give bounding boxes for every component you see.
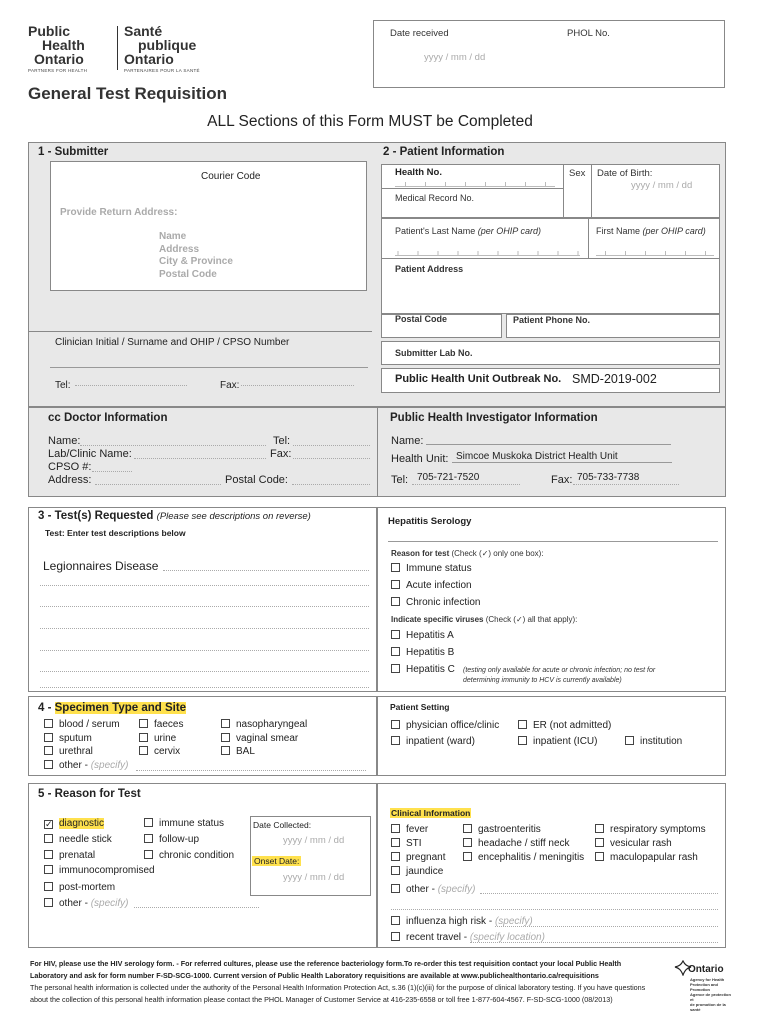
checkbox-icon[interactable] — [144, 834, 153, 843]
cc-postal-label: Postal Code: — [225, 474, 288, 486]
specimen-nasopharyngeal[interactable]: nasopharyngeal — [221, 718, 307, 732]
specimen-vaginal[interactable]: vaginal smear — [221, 732, 307, 746]
clinical-other[interactable]: other - (specify) — [391, 884, 475, 895]
reason-other-input[interactable] — [134, 897, 259, 908]
cc-tel-label: Tel: — [273, 435, 291, 447]
courier-code-label: Courier Code — [201, 171, 261, 182]
test-entry-2[interactable] — [40, 575, 369, 586]
inv-unit-value[interactable]: Simcoe Muskoka District Health Unit — [456, 451, 618, 462]
investigator-header: Public Health Investigator Information — [390, 412, 598, 424]
health-no-label: Health No. — [395, 167, 442, 178]
clinical-header: Clinical Information — [391, 808, 471, 818]
date-received-input[interactable]: yyyy / mm / dd — [424, 52, 486, 63]
checkbox-icon[interactable] — [44, 882, 53, 891]
checkbox-icon[interactable] — [391, 630, 400, 639]
hep-immune-status[interactable]: Immune status — [391, 563, 472, 574]
checkbox-icon[interactable] — [391, 916, 400, 925]
ontario-wordmark: Ontario — [688, 964, 724, 975]
reason-diagnostic[interactable]: ✓ diagnostic — [45, 818, 105, 829]
clinical-col2 — [463, 823, 584, 865]
submitter-address-box[interactable] — [50, 161, 367, 291]
checkbox-icon[interactable] — [463, 824, 472, 833]
reason-immune-status[interactable]: immune status — [144, 818, 224, 829]
cc-address-input[interactable] — [95, 474, 221, 485]
onset-date-label: Onset Date: — [254, 856, 300, 866]
checkbox-icon[interactable] — [44, 760, 53, 769]
submitter-fax-label: Fax: — [220, 380, 240, 391]
test-entry-7[interactable] — [40, 677, 369, 688]
clinical-flu-input[interactable] — [495, 916, 718, 927]
test-entry-5[interactable] — [40, 640, 369, 651]
checkbox-icon[interactable] — [139, 733, 148, 742]
checkbox-icon[interactable] — [391, 866, 400, 875]
clinician-label: Clinician Initial / Surname and OHIP / CPSO Number — [55, 337, 290, 348]
hep-acute-infection[interactable]: Acute infection — [391, 580, 472, 591]
onset-date-input[interactable]: yyyy / mm / dd — [283, 872, 345, 883]
checkbox-icon[interactable] — [44, 719, 53, 728]
checkbox-icon[interactable] — [144, 818, 153, 827]
inv-tel-label: Tel: — [391, 474, 409, 486]
footer-line2: Laboratory and ask for form number F-SD-SCG-1000. Current version of Public Health Laboratory requisitions are available at www.publichealthontario.ca/requisitions — [30, 971, 599, 980]
clinical-sti[interactable]: STI — [391, 837, 445, 851]
cc-doctor-header: cc Doctor Information — [48, 412, 168, 424]
footer-text — [30, 958, 670, 1006]
setting-physician[interactable]: physician office/clinic — [391, 720, 499, 731]
last-name-label: Patient's Last Name (per OHIP card) — [395, 226, 541, 236]
specimen-urine[interactable]: urine — [139, 732, 183, 746]
return-address-label: Provide Return Address: — [60, 207, 178, 218]
setting-er[interactable]: ER (not admitted) — [518, 720, 611, 731]
setting-ward[interactable]: inpatient (ward) — [391, 736, 475, 747]
reason-post-mortem[interactable]: post-mortem — [44, 882, 115, 893]
cc-name-input[interactable] — [80, 435, 266, 446]
checkbox-icon[interactable] — [518, 736, 527, 745]
clinician-input-line[interactable] — [50, 367, 368, 368]
cc-fax-label: Fax: — [270, 448, 292, 460]
checkbox-icon[interactable] — [391, 664, 400, 673]
hep-chronic-infection[interactable]: Chronic infection — [391, 597, 480, 608]
checkbox-icon[interactable] — [391, 597, 400, 606]
outbreak-label: Public Health Unit Outbreak No. — [395, 373, 562, 385]
checkbox-icon[interactable] — [391, 736, 400, 745]
checked-box-icon[interactable]: ✓ — [45, 819, 53, 829]
logo-tagline-fr: PARTENAIRES POUR LA SANTÉ — [124, 68, 200, 73]
office-use-box — [373, 20, 725, 88]
clinical-col1 — [391, 823, 445, 879]
checkbox-icon[interactable] — [391, 838, 400, 847]
cc-cpso-label: CPSO #: — [48, 461, 92, 473]
checkbox-icon[interactable] — [391, 852, 400, 861]
patient-address-label: Patient Address — [395, 264, 464, 274]
cc-clinic-input[interactable] — [134, 448, 266, 459]
checkbox-icon[interactable] — [144, 850, 153, 859]
checkbox-icon[interactable] — [44, 733, 53, 742]
cc-name-label: Name: — [48, 435, 81, 447]
checkbox-icon[interactable] — [221, 719, 230, 728]
test-entry-1[interactable]: Legionnaires Disease — [43, 559, 159, 573]
reason-immunocompromised[interactable]: immunocompromised — [44, 865, 155, 876]
cc-clinic-label: Lab/Clinic Name: — [48, 448, 132, 460]
checkbox-icon[interactable] — [518, 720, 527, 729]
health-no-input[interactable] — [395, 181, 555, 187]
specimen-other-input[interactable] — [136, 760, 366, 771]
tests-sub: Test: Enter test descriptions below — [45, 528, 186, 538]
clinical-vesicular-rash[interactable]: vesicular rash — [595, 837, 706, 851]
logo-french: Santé publique Ontario — [124, 23, 197, 67]
setting-header: Patient Setting — [390, 702, 450, 712]
logo-english: Public Health Ontario — [28, 23, 85, 67]
hep-a[interactable]: Hepatitis A — [391, 630, 454, 641]
cc-tel-input[interactable] — [293, 435, 370, 446]
checkbox-icon[interactable] — [595, 852, 604, 861]
checkbox-icon[interactable] — [463, 852, 472, 861]
inv-fax-label: Fax: — [551, 474, 573, 486]
pho-logo — [28, 24, 218, 76]
checkbox-icon[interactable] — [391, 563, 400, 572]
inv-name-label: Name: — [391, 435, 424, 447]
last-name-input[interactable] — [395, 250, 580, 256]
footer-line4: about the collection of this personal health information please contact the PHOL Manager of Customer Service at 416-235-6558 or toll free 1-877-604-4567. F-SD-SCG-1000 (08/2013) — [30, 995, 613, 1004]
footer-line1: For HIV, please use the HIV serology form. - For referred cultures, please use the reference bacteriology form.To re-order this test requisition contact your local Public Health — [30, 959, 622, 968]
hep-reason-label: Reason for test (Check (✓) only one box): — [391, 549, 544, 558]
clinical-jaundice[interactable]: jaundice — [391, 865, 445, 879]
reason-other[interactable]: other - (specify) — [44, 898, 128, 909]
outbreak-value[interactable]: SMD-2019-002 — [572, 372, 657, 386]
clinical-pregnant[interactable]: pregnant — [391, 851, 445, 865]
checkbox-icon[interactable] — [391, 932, 400, 941]
specimen-header: 4 - Specimen Type and Site — [38, 702, 187, 714]
hep-c[interactable]: Hepatitis C — [391, 664, 455, 675]
cc-cpso-input[interactable] — [92, 461, 132, 472]
mrn-label: Medical Record No. — [395, 193, 475, 203]
submitter-tel-label: Tel: — [55, 380, 71, 391]
reason-prenatal[interactable]: prenatal — [44, 850, 95, 861]
checkbox-icon[interactable] — [221, 746, 230, 755]
checkbox-icon[interactable] — [221, 733, 230, 742]
reason-header: 5 - Reason for Test — [38, 788, 141, 800]
hep-viruses-label: Indicate specific viruses (Check (✓) all that apply): — [391, 615, 578, 624]
specimen-sputum[interactable]: sputum — [44, 732, 120, 746]
setting-icu[interactable]: inpatient (ICU) — [518, 736, 597, 747]
checkbox-icon[interactable] — [44, 865, 53, 874]
specimen-bal[interactable]: BAL — [221, 745, 307, 759]
checkbox-icon[interactable] — [391, 824, 400, 833]
checkbox-icon[interactable] — [44, 834, 53, 843]
checkbox-icon[interactable] — [391, 647, 400, 656]
test-entry-6[interactable] — [40, 661, 369, 672]
date-received-label: Date received — [390, 28, 449, 39]
checkbox-icon[interactable] — [625, 736, 634, 745]
specimen-blood[interactable]: blood / serum — [44, 718, 120, 732]
specimen-faeces[interactable]: faeces — [139, 718, 183, 732]
inv-unit-label: Health Unit: — [391, 453, 449, 465]
specimen-urethral[interactable]: urethral — [44, 745, 120, 759]
checkbox-icon[interactable] — [139, 719, 148, 728]
clinical-other-input-2[interactable] — [391, 899, 718, 910]
cc-postal-input[interactable] — [292, 474, 370, 485]
test-entry-4[interactable] — [40, 618, 369, 629]
clinical-other-input[interactable] — [480, 883, 718, 894]
checkbox-icon[interactable] — [139, 746, 148, 755]
hepatitis-header: Hepatitis Serology — [388, 516, 472, 527]
checkbox-icon[interactable] — [391, 580, 400, 589]
form-title: General Test Requisition — [28, 84, 228, 103]
ontario-logo — [674, 958, 734, 1012]
specimen-other[interactable]: other - (specify) — [44, 760, 128, 771]
reason-chronic[interactable]: chronic condition — [144, 850, 234, 861]
inv-name-input[interactable] — [426, 434, 671, 445]
reason-needle-stick[interactable]: needle stick — [44, 834, 112, 845]
hcv-note: (testing only available for acute or chronic infection; no test for determining immunity to HCV is currently available) — [463, 667, 656, 684]
submitter-fax-input[interactable] — [241, 376, 354, 386]
submitter-header: 1 - Submitter — [38, 146, 109, 158]
patient-phone-label: Patient Phone No. — [513, 315, 591, 325]
specimen-cervix[interactable]: cervix — [139, 745, 183, 759]
checkbox-icon[interactable] — [44, 850, 53, 859]
clinical-travel[interactable]: recent travel - (specify location) — [391, 932, 545, 943]
form-subtitle: ALL Sections of this Form MUST be Completed — [207, 113, 533, 130]
specimen-col2 — [139, 718, 183, 759]
clinical-maculopapular-rash[interactable]: maculopapular rash — [595, 851, 706, 865]
cc-fax-input[interactable] — [293, 448, 370, 459]
hep-b[interactable]: Hepatitis B — [391, 647, 454, 658]
checkbox-icon[interactable] — [391, 720, 400, 729]
inv-tel-value[interactable]: 705-721-7520 — [417, 472, 480, 483]
logo-divider — [117, 26, 118, 70]
specimen-col1 — [44, 718, 120, 759]
agency-text: Agency for Health Protection and Promotion Agence de protection et de promotion de la santé — [690, 977, 731, 1012]
address-placeholder: Name Address City & Province Postal Code — [159, 231, 233, 280]
checkbox-icon[interactable] — [44, 898, 53, 907]
tests-header: 3 - Test(s) Requested (Please see descriptions on reverse) — [38, 510, 311, 522]
checkbox-icon[interactable] — [463, 838, 472, 847]
checkbox-icon[interactable] — [44, 746, 53, 755]
footer-line3: The personal health information is collected under the authority of the Personal Health Information Protection Act, s.36 (1)(c)(iii) for the purpose of clinical laboratory testing. If you have questions — [30, 983, 646, 992]
reason-follow-up[interactable]: follow-up — [144, 834, 199, 845]
clinical-travel-input[interactable] — [470, 932, 718, 943]
setting-institution[interactable]: institution — [625, 736, 682, 747]
inv-fax-value[interactable]: 705-733-7738 — [577, 472, 640, 483]
submitter-tel-input[interactable] — [75, 376, 187, 386]
clinical-flu[interactable]: influenza high risk - (specify) — [391, 916, 533, 927]
first-name-input[interactable] — [596, 250, 714, 256]
checkbox-icon[interactable] — [595, 824, 604, 833]
sex-label: Sex — [569, 168, 586, 179]
checkbox-icon[interactable] — [595, 838, 604, 847]
dob-input[interactable]: yyyy / mm / dd — [631, 180, 693, 191]
clinical-headache[interactable]: headache / stiff neck — [463, 837, 584, 851]
cc-address-label: Address: — [48, 474, 92, 486]
clinical-gastroenteritis[interactable]: gastroenteritis — [463, 823, 584, 837]
logo-tagline-en: PARTNERS FOR HEALTH — [28, 68, 88, 73]
dob-label: Date of Birth: — [597, 168, 653, 179]
checkbox-icon[interactable] — [391, 884, 400, 893]
first-name-label: First Name (per OHIP card) — [596, 226, 706, 236]
test-entry-3[interactable] — [40, 596, 369, 607]
clinical-fever[interactable]: fever — [391, 823, 445, 837]
clinical-encephalitis[interactable]: encephalitis / meningitis — [463, 851, 584, 865]
postal-code-label: Postal Code — [395, 314, 448, 324]
date-collected-label: Date Collected: — [253, 820, 312, 830]
patient-header: 2 - Patient Information — [383, 146, 505, 158]
phol-no-label: PHOL No. — [567, 28, 610, 39]
date-collected-input[interactable]: yyyy / mm / dd — [283, 835, 345, 846]
clinical-respiratory[interactable]: respiratory symptoms — [595, 823, 706, 837]
clinical-col3 — [595, 823, 706, 865]
submitter-lab-label: Submitter Lab No. — [395, 348, 473, 358]
specimen-col3 — [221, 718, 307, 759]
